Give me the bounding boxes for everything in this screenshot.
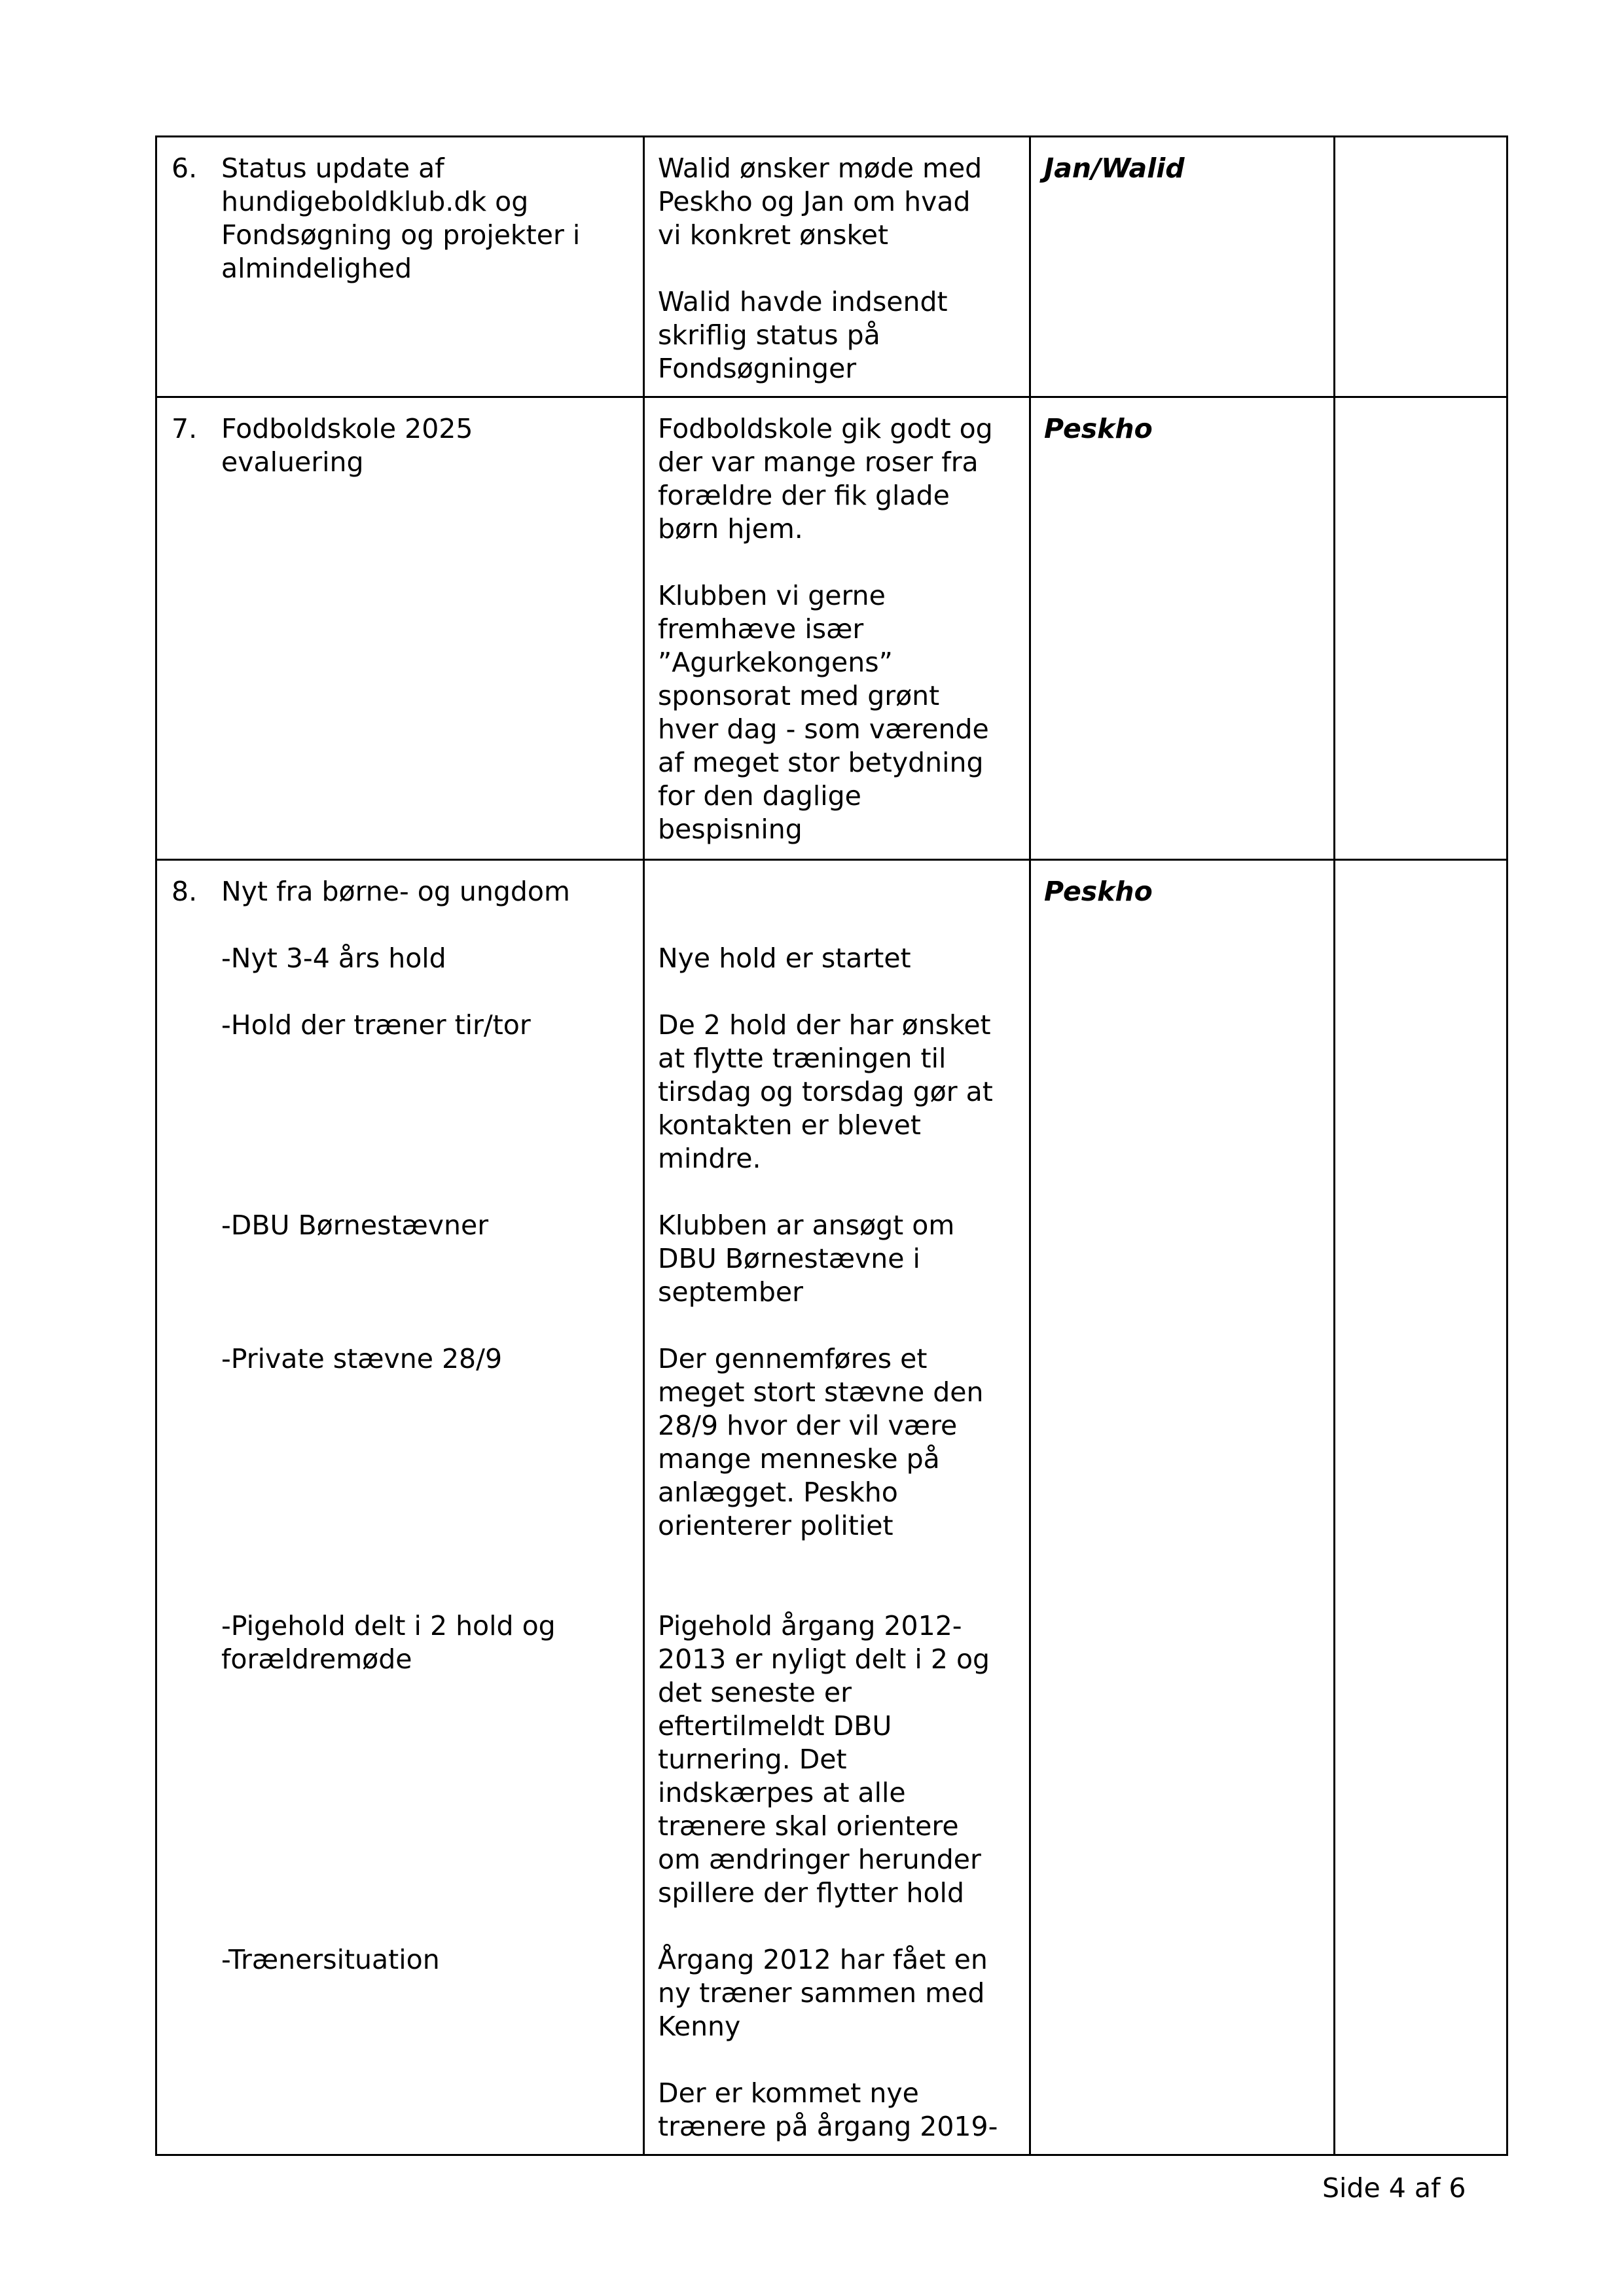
extra-cell: [1335, 137, 1507, 397]
responsible-name: Peskho: [1044, 876, 1153, 907]
extra-cell: [1335, 860, 1507, 2155]
subitem-label: -DBU Børnestævner: [221, 1210, 489, 1241]
notes-cell: Walid ønsker møde med Peskho og Jan om hvad vi konkret ønsket Walid havde indsendt skriflig status på Fondsøgninger: [644, 137, 1030, 397]
responsible-cell: [1030, 397, 1335, 860]
extra-cell: [1335, 397, 1507, 860]
responsible-name: Jan/Walid: [1044, 152, 1185, 184]
agenda-row-6: [156, 137, 1507, 397]
subitem-label: -Private stævne 28/9: [221, 1343, 503, 1374]
agenda-row-7: [156, 397, 1507, 860]
subitem-label: forældremøde: [221, 1643, 412, 1675]
item-title: Nyt fra børne- og ungdom: [221, 876, 570, 907]
page-number: Side 4 af 6: [1322, 2172, 1466, 2204]
item-number: 7.: [171, 413, 198, 444]
item-number: 6.: [171, 152, 198, 184]
item-number: 8.: [171, 876, 198, 907]
subitem-label: -Hold der træner tir/tor: [221, 1009, 531, 1041]
subitem-label: -Pigehold delt i 2 hold og: [221, 1610, 556, 1641]
subitem-label: -Nyt 3-4 års hold: [221, 942, 446, 974]
notes-cell: Nye hold er startet De 2 hold der har ønsket at flytte træningen til tirsdag og torsdag gør at kontakten er blevet mindre. Klubben ar ansøgt om DBU Børnestævne i september Der gennemføres et meget stort stævne den 28/9 hvor der vil være mange menneske på anlægget. Peskho orienterer politiet Pigehold årgang 2012- 2013 er nyligt delt i 2 og det seneste er eftertilmeldt DBU turnering. Det indskærpes at alle trænere skal orientere om ændringer herunder spillere der flytter hold Årgang 2012 har fået en ny træner sammen med Kenny Der er kommet nye trænere på årgang 2019-: [644, 860, 1030, 2155]
responsible-cell: [1030, 137, 1335, 397]
responsible-cell: [1030, 860, 1335, 2155]
item-title: Fodboldskole 2025 evaluering: [221, 413, 473, 478]
agenda-item-cell: [156, 860, 644, 2155]
agenda-item-cell: [156, 397, 644, 860]
notes-cell: Fodboldskole gik godt og der var mange roser fra forældre der fik glade børn hjem. Klubben vi gerne fremhæve især ”Agurkekongens” sponsorat med grønt hver dag - som værende af meget stor betydning for den daglige bespisning: [644, 397, 1030, 860]
minutes-table: [155, 135, 1508, 2156]
item-title: Status update af hundigeboldklub.dk og Fondsøgning og projekter i almindelighed: [221, 152, 581, 284]
subitem-label: -Trænersituation: [221, 1944, 440, 1975]
agenda-item-cell: [156, 137, 644, 397]
subitem-labels: [170, 908, 630, 1977]
responsible-name: Peskho: [1044, 413, 1153, 444]
agenda-row-8: [156, 860, 1507, 2155]
